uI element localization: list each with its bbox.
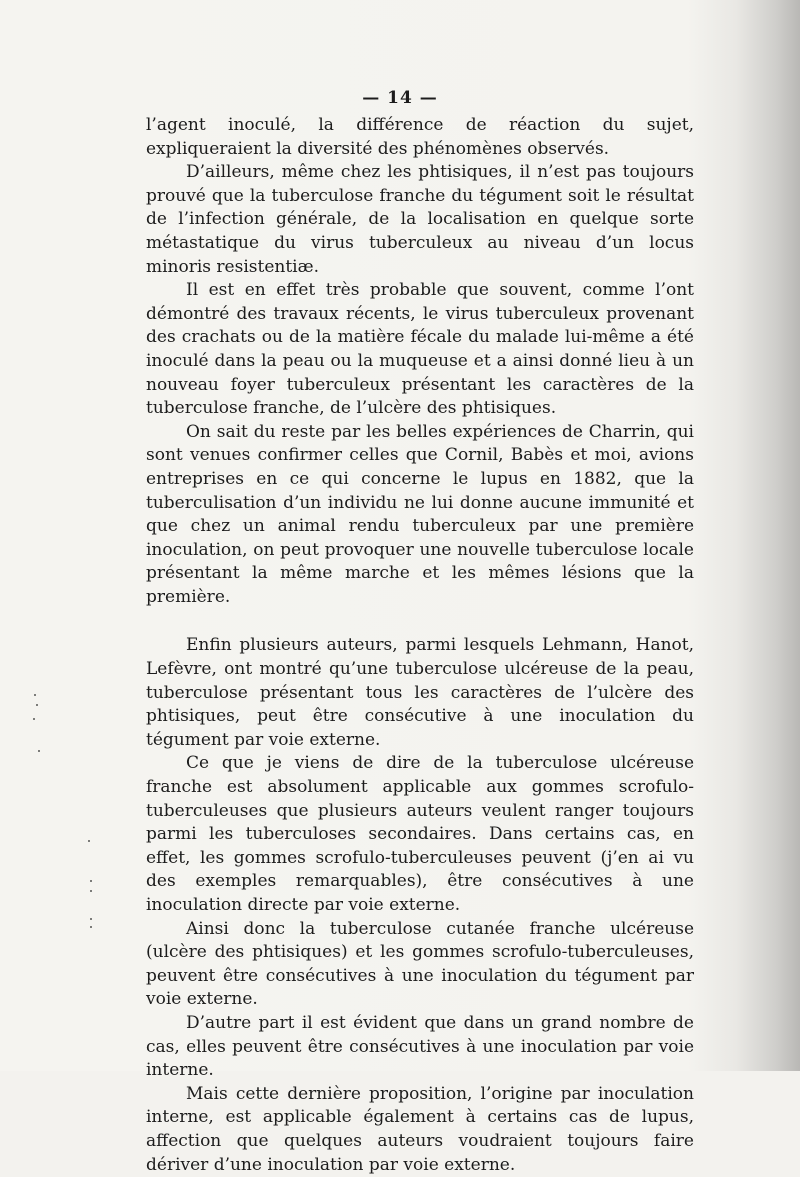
speck (90, 890, 92, 892)
paragraph-7: Ainsi donc la tuberculose cutanée franche ulcéreuse (ulcère des phtisiques) et les gommes scrofulo-tuberculeuses, peuvent être consécutives à une inoculation du tégument par voie externe. (146, 918, 694, 1010)
paragraph-3: Il est en effet très probable que souvent, comme l’ont démontré des travaux récents, le virus tuberculeux provenant des crachats ou de la matière fécale du malade lui-même a été inoculé dans la peau ou la muqueuse et a ainsi donné lieu à un nouveau foyer tuberculeux présentant les caractères de la tuberculose franche, de l’ulcère des phtisiques. (146, 280, 694, 419)
speck (90, 880, 92, 882)
paragraph-2: D’ailleurs, même chez les phtisiques, il n’est pas toujours prouvé que la tuberculose franche du tégument soit le résultat de l’infection générale, de la localisation en quelque sorte métastatique du virus tuberculeux au niveau d’un locus minoris resistentiæ. (146, 162, 694, 277)
speck (36, 704, 38, 706)
speck (34, 694, 36, 696)
paragraph-1: l’agent inoculé, la différence de réaction du sujet, expliqueraient la diversité des phénomènes observés. (146, 115, 694, 159)
speck (90, 926, 92, 928)
speck (38, 750, 40, 752)
paragraph-9: Mais cette dernière proposition, l’origine par inoculation interne, est applicable également à certains cas de lupus, affection que quelques auteurs voudraient toujours faire dériver d’une inoculation par voie externe. (146, 1083, 694, 1175)
speck (90, 918, 92, 920)
margin-specks (30, 690, 50, 950)
body-text (146, 114, 694, 1177)
speck (88, 840, 90, 842)
speck (33, 718, 35, 720)
paragraph-8: D’autre part il est évident que dans un grand nombre de cas, elles peuvent être consécutives à une inoculation par voie interne. (146, 1012, 694, 1081)
paragraph-5: Enfin plusieurs auteurs, parmi lesquels Lehmann, Hanot, Lefèvre, ont montré qu’une tuberculose ulcéreuse de la peau, tuberculose présentant tous les caractères de l’ulcère des phtisiques, peut être consécutive à une inoculation du tégument par voie externe. (146, 635, 694, 750)
page-number: — 14 — (362, 88, 438, 108)
paragraph-6: Ce que je viens de dire de la tuberculose ulcéreuse franche est absolument applicable aux gommes scrofulo-tuberculeuses que plusieurs auteurs veulent ranger toujours parmi les tuberculoses secondaires. Dans certains cas, en effet, les gommes scrofulo-tuberculeuses peuvent (j’en ai vu des exemples remarquables), être consécutives à une inoculation directe par voie externe. (146, 753, 694, 915)
paragraph-4: On sait du reste par les belles expériences de Charrin, qui sont venues confirmer celles que Cornil, Babès et moi, avions entreprises en ce qui concerne le lupus en 1882, que la tuberculisation d’un individu ne lui donne aucune immunité et que chez un animal rendu tuberculeux par une première inoculation, on peut provoquer une nouvelle tuberculose locale présentant la même marche et les mêmes lésions que la première. (146, 421, 694, 607)
